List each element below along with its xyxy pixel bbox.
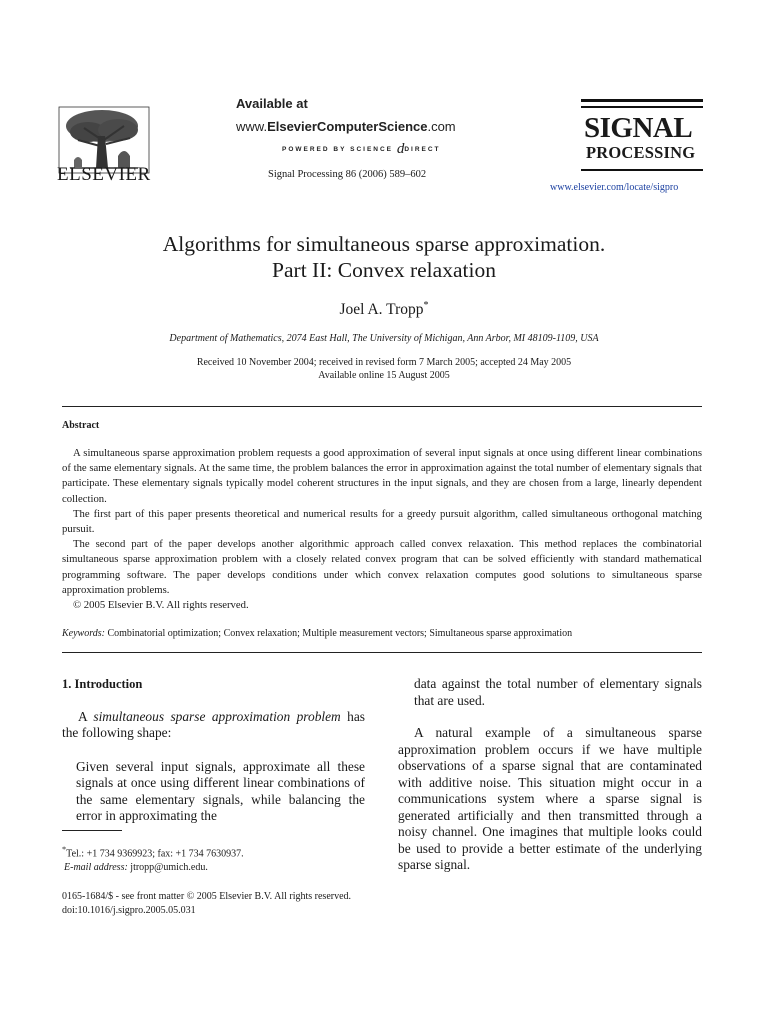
sciencedirect-at-icon: d xyxy=(396,141,405,157)
abstract-heading: Abstract xyxy=(62,420,100,431)
available-at-label: Available at xyxy=(236,96,308,111)
footnote-contact: Tel.: +1 734 9369923; fax: +1 734 7630937. xyxy=(66,848,244,860)
abstract-bottom-rule xyxy=(62,652,702,653)
footnote xyxy=(62,843,244,875)
journal-logo-rule-bottom xyxy=(581,169,703,171)
footnote-email-line xyxy=(62,861,244,875)
problem-statement-continuation: data against the total number of elementary signals that are used. xyxy=(414,676,702,708)
article-title-line1: Algorithms for simultaneous sparse approximation. xyxy=(162,232,606,256)
available-online-date: Available online 15 August 2005 xyxy=(318,370,450,381)
site-url-prefix: www. xyxy=(236,119,268,134)
abstract-paragraph-3: The second part of the paper develops another algorithmic approach called convex relaxation. This method replaces the combinatorial simultaneous sparse approximation problem with a closely related convex program that can be solved efficiently with standard mathematical programming software. The paper develops conditions under which convex relaxation computes good solutions to simultaneous sparse approximation problems. xyxy=(62,538,702,596)
footnote-email[interactable]: jtropp@umich.edu. xyxy=(127,862,208,874)
author-footnote-mark[interactable]: * xyxy=(423,300,429,311)
example-paragraph: A natural example of a simultaneous sparse approximation problem occurs if we have multiple observations of a sparse signal that are contaminated with additive noise. This situation might occur in a communications system where a sparse signal is generated artificially and then transmitted through a noisy channel. One imagines that multiple looks could be used to provide a better estimate of the underlying sparse signal. xyxy=(398,725,702,872)
abstract-top-rule xyxy=(62,406,702,407)
article-title-line2: Part II: Convex relaxation xyxy=(272,258,496,282)
journal-logo-processing: PROCESSING xyxy=(586,143,696,162)
front-matter-doi[interactable]: doi:10.1016/j.sigpro.2005.05.031 xyxy=(62,905,196,916)
front-matter xyxy=(62,890,351,918)
publisher-name: ELSEVIER xyxy=(57,164,151,185)
powered-by-right: DIRECT xyxy=(404,146,441,153)
powered-by-left: POWERED BY SCIENCE xyxy=(282,146,394,153)
body-column-right xyxy=(398,676,702,874)
keywords-text: Combinatorial optimization; Convex relaxation; Multiple measurement vectors; Simultaneous sparse approximation xyxy=(104,628,573,639)
author-name-text: Joel A. Tropp xyxy=(339,301,424,319)
site-url-link[interactable] xyxy=(236,119,456,134)
abstract-paragraph-2: The first part of this paper presents theoretical and numerical results for a greedy pursuit algorithm, called simultaneous orthogonal matching pursuit. xyxy=(62,507,702,536)
footnote-email-label: E-mail address: xyxy=(64,862,128,874)
journal-logo-signal: SIGNAL xyxy=(584,112,693,144)
intro-text-before: A xyxy=(78,708,94,724)
journal-url-link[interactable]: www.elsevier.com/locate/sigpro xyxy=(550,182,679,193)
body-column-left xyxy=(62,676,365,825)
journal-logo-rule-top xyxy=(581,99,703,102)
abstract-copyright: © 2005 Elsevier B.V. All rights reserved. xyxy=(73,599,249,612)
journal-reference: Signal Processing 86 (2006) 589–602 xyxy=(268,169,427,180)
powered-by-sciencedirect xyxy=(282,141,441,158)
keywords xyxy=(62,628,702,639)
author-name xyxy=(0,300,768,319)
abstract-paragraph-1: A simultaneous sparse approximation problem requests a good approximation of several input signals at once using different linear combinations of the same elementary signals. At the same time, the problem balances the error in approximation against the total number of elementary signals that participate. These elementary signals typically model coherent structures in the input signals, and they are chosen from a large, linearly dependent collection. xyxy=(62,447,702,505)
intro-paragraph xyxy=(62,709,365,742)
journal-logo-rule-top-thin xyxy=(581,106,703,108)
site-url-bold: ElsevierComputerScience xyxy=(267,119,428,134)
problem-statement-quote: Given several input signals, approximate all these signals at once using different linear combinations of the same elementary signals, while balancing the error in approximating the xyxy=(76,758,365,823)
site-url-suffix: .com xyxy=(427,119,456,134)
section-heading-introduction: 1. Introduction xyxy=(62,677,143,691)
author-affiliation: Department of Mathematics, 2074 East Hall, The University of Michigan, Ann Arbor, MI 48109-1109, USA xyxy=(169,333,599,344)
intro-text-italic: simultaneous sparse approximation problem xyxy=(93,708,341,724)
footnote-rule xyxy=(62,830,122,831)
keywords-label: Keywords: xyxy=(62,628,105,639)
intro-text-after: has the following shape: xyxy=(62,708,365,740)
footnote-contact-line xyxy=(62,843,244,861)
footnote-mark: * xyxy=(62,845,67,854)
received-dates: Received 10 November 2004; received in revised form 7 March 2005; accepted 24 May 2005 xyxy=(196,357,572,368)
abstract-body xyxy=(62,446,702,613)
front-matter-issn: 0165-1684/$ - see front matter © 2005 Elsevier B.V. All rights reserved. xyxy=(62,891,352,902)
